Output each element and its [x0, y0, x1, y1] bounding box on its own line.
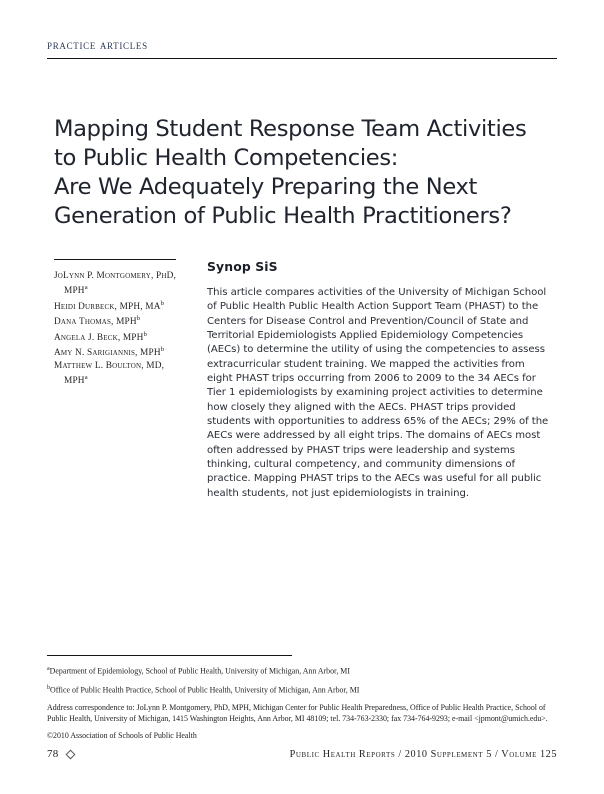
author-name: Angela J. Beck, MPH: [54, 333, 144, 343]
author-name: Dana Thomas, MPH: [54, 317, 137, 328]
correspondence-note: Address correspondence to: JoLynn P. Montgomery, PhD, MPH, Michigan Center for Public Health Preparedness, Office of Public Health Practice, School of Public Health, University of Michigan, 1415 Washington Heights, Ann Arbor, MI 48109; tel. 734-763-2330; fax 734-764-9293; e-mail <jpmont@umich.edu>.: [47, 702, 548, 723]
running-head-label: practice articles: [47, 38, 148, 52]
author-affiliation-marker: a: [84, 374, 88, 382]
footnote-block: [47, 664, 557, 742]
affiliation-marker-a: a: [47, 666, 50, 672]
author-entry: [54, 298, 184, 314]
author-affiliation-marker: b: [136, 315, 141, 323]
author-affiliation-marker: b: [160, 346, 165, 354]
author-name: Amy N. Sarigiannis, MPH: [54, 348, 161, 359]
copyright-note: ©2010 Association of Schools of Public Health: [47, 731, 197, 741]
author-block: [54, 259, 184, 388]
author-affiliation-marker: b: [160, 299, 165, 307]
author-affiliation-marker: a: [84, 284, 88, 292]
author-block-rule: [54, 259, 176, 260]
article-title: [54, 115, 559, 231]
title-line-2: to Public Health Competencies:: [54, 145, 399, 172]
author-name: Heidi Durbeck, MPH, MA: [54, 302, 161, 312]
author-entry: [54, 313, 184, 329]
abstract-text: This article compares activities of the University of Michigan School of Public Health Public Health Action Support Team (PHAST) to the Centers for Disease Control and Prevention/Council of State and Territorial Epidemiologists Applied Epidemiology Competencies (AECs) to determine the utility of using the competencies to assess extracurricular student training. We mapped the activities from eight PHAST trips occurring from 2006 to 2009 to the 34 AECs for Tier 1 epidemiologists by examining project activities to determine how closely they aligned with the AECs. PHAST trips provided students with opportunities to address 65% of the AECs; 29% of the AECs were addressed by all eight trips. The domains of AECs most often addressed by PHAST trips were leadership and systems thinking, cultural competency, and community dimensions of practice. Mapping PHAST trips to the AECs was useful for all public health students, not just epidemiologists in training.: [207, 287, 549, 499]
affiliation-note-b: [47, 683, 557, 696]
author-name: JoLynn P. Montgomery, PhD, MPH: [54, 271, 176, 297]
folio-block: [47, 748, 74, 760]
footnote-rule: [47, 655, 292, 656]
author-entry: [54, 360, 184, 388]
title-line-1: Mapping Student Response Team Activities: [54, 116, 527, 143]
affiliation-text-b: Office of Public Health Practice, School of Public Health, University of Michigan, Ann Arbor, MI: [50, 686, 360, 696]
author-affiliation-marker: b: [143, 330, 148, 338]
author-entry: [54, 329, 184, 345]
header-rule: [47, 58, 557, 59]
title-line-4: Generation of Public Health Practitioners?: [54, 203, 512, 230]
author-entry: [54, 344, 184, 360]
running-head-block: [47, 38, 557, 59]
page-number: 78: [47, 748, 59, 760]
author-name: Matthew L. Boulton, MD, MPH: [54, 360, 165, 387]
abstract-block: [207, 259, 551, 501]
abstract-heading: Synop SiS: [207, 259, 278, 274]
affiliation-text-a: Department of Epidemiology, School of Public Health, University of Michigan, Ann Arbor, MI: [49, 666, 350, 676]
author-entry: [54, 270, 184, 298]
journal-citation-line: Public Health Reports / 2010 Supplement 5 / Volume 125: [289, 749, 557, 760]
affiliation-note-a: [47, 664, 557, 677]
title-line-3: Are We Adequately Preparing the Next: [54, 174, 478, 201]
page-footer: [47, 748, 557, 760]
affiliation-marker-b: b: [47, 685, 50, 692]
diamond-ornament-icon: [66, 749, 76, 759]
